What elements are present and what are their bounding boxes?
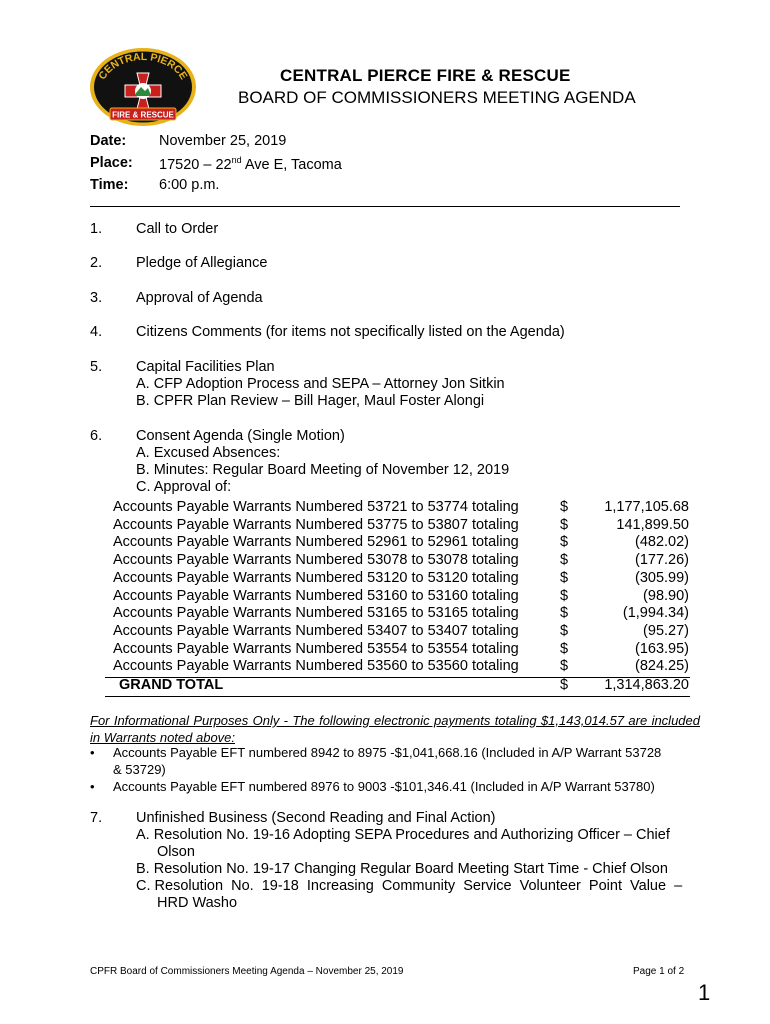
warrant-desc: Accounts Payable Warrants Numbered 53160 to 53160 totaling <box>113 587 519 604</box>
document-title: BOARD OF COMMISSIONERS MEETING AGENDA <box>238 88 636 107</box>
warrant-row <box>113 499 693 517</box>
item-text: Call to Order <box>136 221 219 237</box>
warrant-row <box>113 534 693 552</box>
warrant-amount: (482.02) <box>634 534 689 551</box>
logo-text-bottom: FIRE & RESCUE <box>112 110 174 120</box>
item-number: 3. <box>90 290 103 306</box>
place-sup: nd <box>231 155 242 165</box>
warrant-amount: (1,994.34) <box>622 605 689 622</box>
time-label: Time: <box>90 177 129 193</box>
warrant-amount: (98.90) <box>643 587 689 604</box>
warrant-amount: (305.99) <box>634 569 689 586</box>
item-text: Approval of Agenda <box>136 290 263 306</box>
grand-total-top-rule <box>105 677 690 678</box>
header-divider <box>90 206 680 207</box>
warrant-dollar: $ <box>560 640 569 657</box>
org-name: CENTRAL PIERCE FIRE & RESCUE <box>280 66 571 85</box>
warrant-amount: (163.95) <box>634 640 689 657</box>
warrant-desc: Accounts Payable Warrants Numbered 53165 to 53165 totaling <box>113 605 519 622</box>
item-text: Pledge of Allegiance <box>136 255 268 271</box>
warrant-row <box>113 570 693 588</box>
warrant-amount: (177.26) <box>634 552 689 569</box>
item-number: 6. <box>90 428 103 444</box>
central-pierce-logo <box>88 46 198 128</box>
warrant-desc: Accounts Payable Warrants Numbered 53407 to 53407 totaling <box>113 622 519 639</box>
warrant-row <box>113 658 693 676</box>
date-label: Date: <box>90 133 127 149</box>
logo-text-top: CENTRAL PIERCE <box>96 50 190 82</box>
grand-total-bottom-rule <box>105 696 690 697</box>
item-number: 2. <box>90 255 103 271</box>
warrant-desc: Accounts Payable Warrants Numbered 53078 to 53078 totaling <box>113 552 519 569</box>
page-number: 1 <box>698 980 711 1005</box>
eft-item <box>113 744 703 778</box>
item-text: Consent Agenda (Single Motion) <box>136 428 345 444</box>
sub-item: B. Minutes: Regular Board Meeting of November 12, 2019 <box>136 462 510 478</box>
sub-item: C. Approval of: <box>136 479 232 495</box>
item-number: 1. <box>90 221 103 237</box>
warrant-row <box>113 517 693 535</box>
eft-line: & 53729) <box>113 762 166 777</box>
warrant-row <box>113 588 693 606</box>
warrant-row <box>113 552 693 570</box>
bullet-dot: • <box>90 779 95 794</box>
sub-item: C. Resolution No. 19-18 Increasing Community Service Volunteer Point Value – <box>136 878 683 894</box>
sub-item: B. Resolution No. 19-17 Changing Regular Board Meeting Start Time - Chief Olson <box>136 861 668 877</box>
warrant-amount: (95.27) <box>643 622 689 639</box>
date-value: November 25, 2019 <box>159 133 287 149</box>
warrant-dollar: $ <box>560 569 569 586</box>
warrant-desc: Accounts Payable Warrants Numbered 53554 to 53554 totaling <box>113 640 519 657</box>
warrant-dollar: $ <box>560 552 569 569</box>
item-number: 4. <box>90 324 103 340</box>
warrant-dollar: $ <box>560 658 569 675</box>
bullet-dot: • <box>90 745 95 760</box>
grand-total-row <box>113 677 693 695</box>
sub-item: A. Excused Absences: <box>136 445 281 461</box>
grand-total-dollar: $ <box>560 677 569 693</box>
warrant-row <box>113 623 693 641</box>
warrant-desc: Accounts Payable Warrants Numbered 53560 to 53560 totaling <box>113 658 519 675</box>
warrant-row <box>113 641 693 659</box>
place-label: Place: <box>90 155 133 171</box>
info-note: For Informational Purposes Only - The following electronic payments totaling $1,143,014.57 are included in Warrants noted above: <box>90 713 700 745</box>
warrant-amount: 141,899.50 <box>616 516 689 533</box>
warrant-dollar: $ <box>560 499 569 515</box>
item-text: Citizens Comments (for items not specifically listed on the Agenda) <box>136 324 565 340</box>
place-post: Ave E, Tacoma <box>241 156 342 173</box>
warrant-amount: (824.25) <box>634 658 689 675</box>
eft-line: Accounts Payable EFT numbered 8976 to 9003 -$101,346.41 (Included in A/P Warrant 53780) <box>113 779 655 794</box>
warrant-amount: 1,177,105.68 <box>604 499 689 515</box>
warrant-dollar: $ <box>560 516 569 533</box>
place-pre: 17520 – 22 <box>159 156 232 173</box>
eft-line: Accounts Payable EFT numbered 8942 to 8975 -$1,041,668.16 (Included in A/P Warrant 53728 <box>113 745 662 760</box>
sub-item: B. CPFR Plan Review – Bill Hager, Maul Foster Alongi <box>136 393 485 409</box>
place-value <box>159 155 342 173</box>
warrant-dollar: $ <box>560 534 569 551</box>
item-text: Unfinished Business (Second Reading and Final Action) <box>136 810 496 826</box>
warrant-row <box>113 605 693 623</box>
grand-total-label: GRAND TOTAL <box>119 677 224 693</box>
sub-item: A. Resolution No. 19-16 Adopting SEPA Procedures and Authorizing Officer – Chief <box>136 827 670 843</box>
warrants-table <box>113 499 693 699</box>
sub-item-cont: HRD Washo <box>157 895 238 911</box>
grand-total-amount: 1,314,863.20 <box>604 677 689 693</box>
warrant-desc: Accounts Payable Warrants Numbered 53120 to 53120 totaling <box>113 569 519 586</box>
warrant-desc: Accounts Payable Warrants Numbered 53775 to 53807 totaling <box>113 516 519 533</box>
eft-item <box>113 778 703 795</box>
warrant-dollar: $ <box>560 605 569 622</box>
footer-left: CPFR Board of Commissioners Meeting Agenda – November 25, 2019 <box>90 966 404 977</box>
warrant-dollar: $ <box>560 587 569 604</box>
item-number: 5. <box>90 359 103 375</box>
sub-item-cont: Olson <box>157 844 195 860</box>
warrant-desc: Accounts Payable Warrants Numbered 52961 to 52961 totaling <box>113 534 519 551</box>
footer-page: Page 1 of 2 <box>633 966 685 977</box>
sub-item: A. CFP Adoption Process and SEPA – Attorney Jon Sitkin <box>136 376 505 392</box>
warrant-dollar: $ <box>560 622 569 639</box>
item-text: Capital Facilities Plan <box>136 359 275 375</box>
time-value: 6:00 p.m. <box>159 177 220 193</box>
item-number: 7. <box>90 810 103 826</box>
warrant-desc: Accounts Payable Warrants Numbered 53721 to 53774 totaling <box>113 499 519 515</box>
